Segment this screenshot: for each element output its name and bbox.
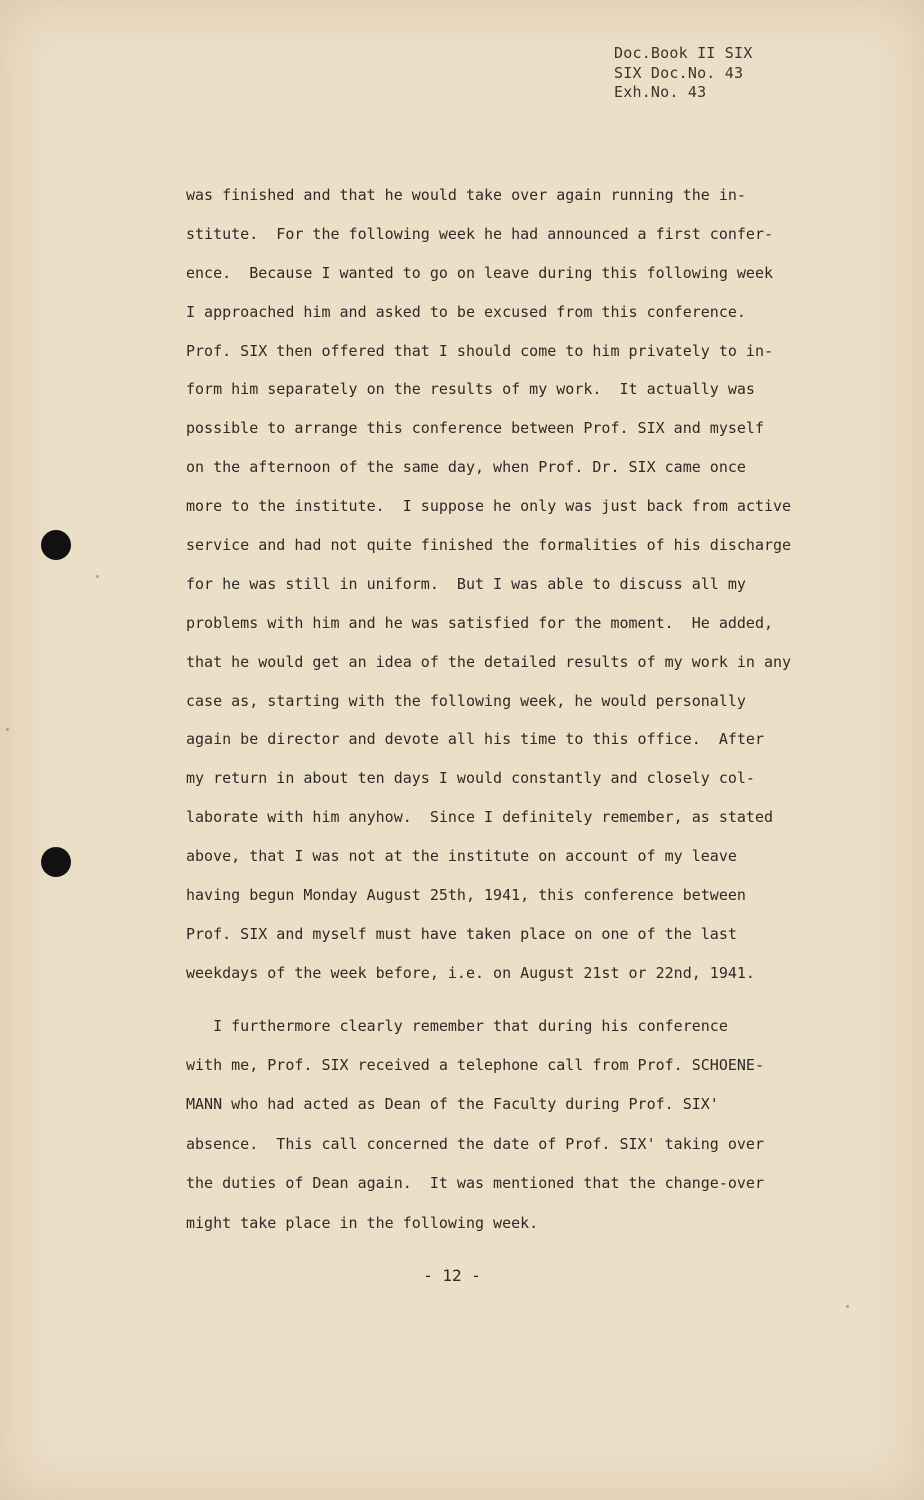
text-line: laborate with him anyhow. Since I definitely remember, as stated [186, 808, 773, 827]
paragraph-1 [186, 176, 846, 993]
text-line: ence. Because I wanted to go on leave during this following week [186, 263, 773, 282]
document-body [186, 176, 846, 1243]
text-line: case as, starting with the following week, he would personally [186, 691, 746, 710]
text-line: Prof. SIX and myself must have taken place on one of the last [186, 924, 737, 943]
text-line: again be director and devote all his time to this office. After [186, 730, 764, 749]
doc-book-line: Doc.Book II SIX [614, 44, 753, 62]
text-line: was finished and that he would take over again running the in- [186, 186, 746, 204]
document-reference-header [614, 44, 752, 103]
paper-speck [96, 575, 99, 578]
text-line: Prof. SIX then offered that I should come to him privately to in- [186, 341, 773, 360]
text-line: my return in about ten days I would constantly and closely col- [186, 769, 755, 788]
text-line: service and had not quite finished the formalities of his discharge [186, 536, 792, 555]
paper-speck [846, 1305, 849, 1308]
text-line: form him separately on the results of my work. It actually was [186, 380, 755, 399]
text-line: possible to arrange this conference between Prof. SIX and myself [186, 419, 764, 438]
text-line: I furthermore clearly remember that during his conference [186, 1016, 728, 1035]
text-line: stitute. For the following week he had announced a first confer- [186, 224, 773, 243]
text-line: MANN who had acted as Dean of the Faculty during Prof. SIX' [186, 1095, 719, 1114]
text-line: having begun Monday August 25th, 1941, this conference between [186, 886, 746, 905]
text-line: might take place in the following week. [186, 1213, 539, 1232]
text-line: the duties of Dean again. It was mentioned that the change-over [186, 1174, 764, 1193]
text-line: problems with him and he was satisfied for the moment. He added, [186, 613, 773, 632]
text-line: weekdays of the week before, i.e. on August 21st or 22nd, 1941. [186, 963, 755, 982]
text-line: above, that I was not at the institute on account of my leave [186, 847, 737, 866]
punch-hole-bottom [41, 847, 71, 877]
text-line: more to the institute. I suppose he only was just back from active [186, 497, 792, 516]
doc-number-line: SIX Doc.No. 43 [614, 63, 744, 82]
text-line: I approached him and asked to be excused from this conference. [186, 302, 746, 321]
text-line: on the afternoon of the same day, when Prof. Dr. SIX came once [186, 458, 746, 477]
page-number: - 12 - [423, 1266, 481, 1285]
text-line: absence. This call concerned the date of Prof. SIX' taking over [186, 1134, 764, 1153]
paper-speck [6, 728, 9, 731]
paragraph-2 [186, 1007, 846, 1243]
text-line: with me, Prof. SIX received a telephone call from Prof. SCHOENE- [186, 1056, 764, 1075]
text-line: that he would get an idea of the detailed results of my work in any [186, 652, 792, 671]
punch-hole-top [41, 530, 71, 560]
exhibit-number-line: Exh.No. 43 [614, 83, 707, 101]
text-line: for he was still in uniform. But I was able to discuss all my [186, 574, 746, 593]
